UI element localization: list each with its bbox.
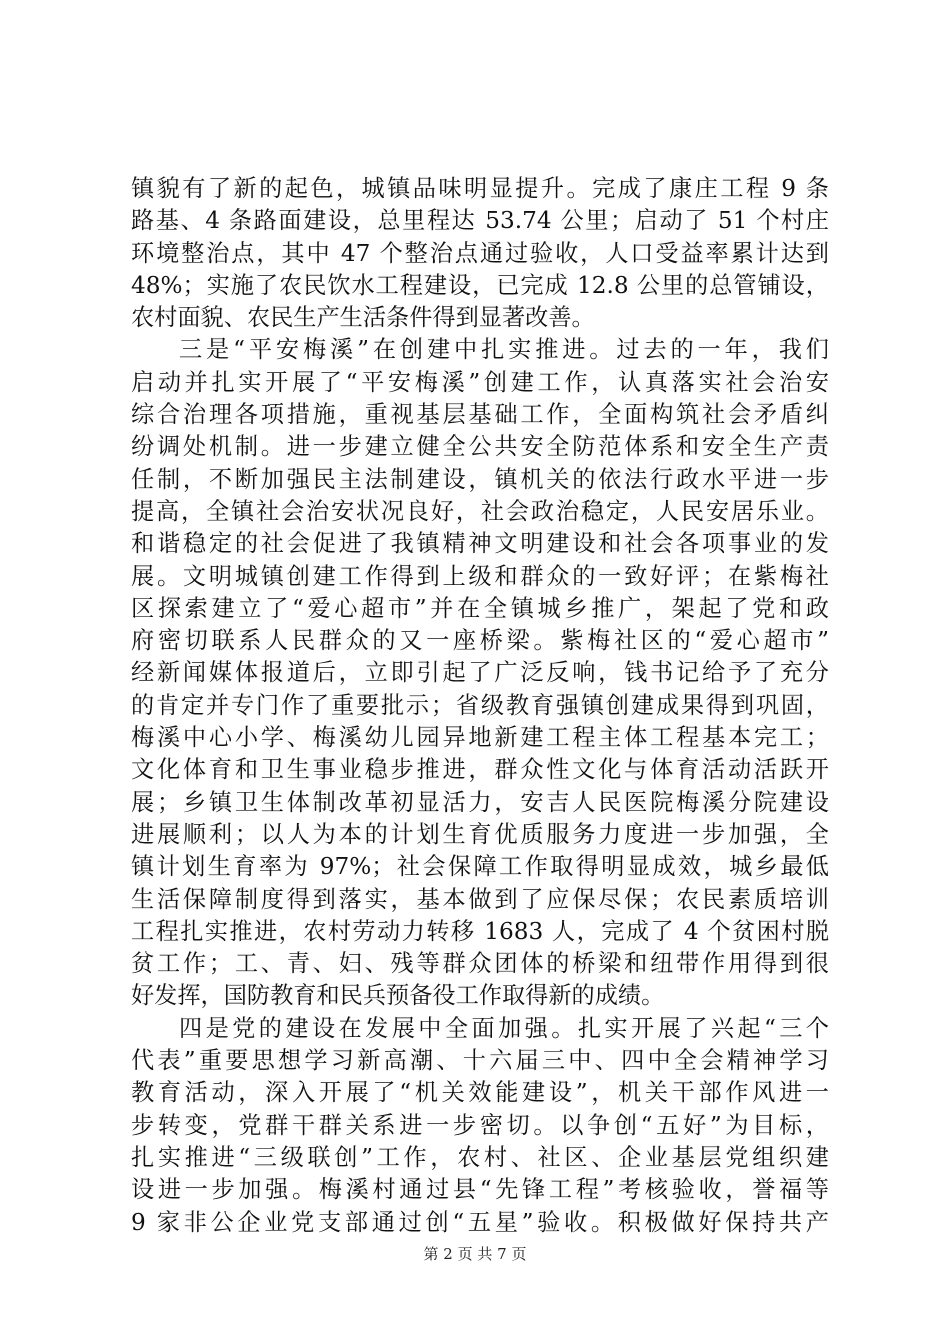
- text-line: 进展顺利；以人为本的计划生育优质服务力度进一步加强，全: [131, 820, 829, 848]
- text-line: 9 家非公企业党支部通过创“五星”验收。积极做好保持共产: [131, 1208, 829, 1236]
- text-line: 镇貌有了新的起色，城镇品味明显提升。完成了康庄工程 9 条: [131, 175, 829, 202]
- text-line: 府密切联系人民群众的又一座桥梁。紫梅社区的“爱心超市”: [131, 627, 829, 655]
- text-line: 综合治理各项措施，重视基层基础工作，全面构筑社会矛盾纠: [131, 401, 829, 429]
- text-line: 启动并扎实开展了“平安梅溪”创建工作，认真落实社会治安: [131, 368, 829, 396]
- text-line: 48%；实施了农民饮水工程建设，已完成 12.8 公里的总管铺设，: [131, 271, 829, 299]
- text-line: 生活保障制度得到落实，基本做到了应保尽保；农民素质培训: [131, 885, 829, 913]
- text-line: 纷调处机制。进一步建立健全公共安全防范体系和安全生产责: [131, 433, 829, 461]
- text-line: 环境整治点，其中 47 个整治点通过验收，人口受益率累计达到: [131, 239, 829, 267]
- text-line: 三是“平安梅溪”在创建中扎实推进。过去的一年，我们: [179, 336, 829, 364]
- text-line: 提高，全镇社会治安状况良好，社会政治稳定，人民安居乐业。: [131, 497, 829, 525]
- text-line: 展；乡镇卫生体制改革初显活力，安吉人民医院梅溪分院建设: [131, 788, 829, 816]
- text-line: 和谐稳定的社会促进了我镇精神文明建设和社会各项事业的发: [131, 530, 829, 558]
- text-line: 文化体育和卫生事业稳步推进，群众性文化与体育活动活跃开: [131, 756, 829, 784]
- text-line: 教育活动，深入开展了“机关效能建设”，机关干部作风进一: [131, 1079, 829, 1107]
- text-line: 设进一步加强。梅溪村通过县“先锋工程”考核验收，誉福等: [131, 1176, 829, 1204]
- text-line: 镇计划生育率为 97%；社会保障工作取得明显成效，城乡最低: [131, 853, 829, 881]
- text-line: 工程扎实推进，农村劳动力转移 1683 人，完成了 4 个贫困村脱: [131, 917, 829, 945]
- text-line: 农村面貌、农民生产生活条件得到显著改善。: [131, 304, 595, 332]
- text-line: 路基、4 条路面建设，总里程达 53.74 公里；启动了 51 个村庄: [131, 207, 829, 235]
- body-text: [131, 173, 829, 1239]
- text-line: 区探索建立了“爱心超市”并在全镇城乡推广，架起了党和政: [131, 594, 829, 622]
- text-line: 梅溪中心小学、梅溪幼儿园异地新建工程主体工程基本完工；: [131, 724, 829, 752]
- text-line: 好发挥，国防教育和民兵预备役工作取得新的成绩。: [131, 982, 665, 1010]
- text-line: 的肯定并专门作了重要批示；省级教育强镇创建成果得到巩固，: [131, 691, 829, 719]
- text-line: 任制，不断加强民主法制建设，镇机关的依法行政水平进一步: [131, 465, 829, 493]
- text-line: 贫工作；工、青、妇、残等群众团体的桥梁和纽带作用得到很: [131, 950, 829, 978]
- text-line: 四是党的建设在发展中全面加强。扎实开展了兴起“三个: [179, 1014, 829, 1042]
- text-line: 代表”重要思想学习新高潮、十六届三中、四中全会精神学习: [131, 1047, 829, 1075]
- text-line: 步转变，党群干群关系进一步密切。以争创“五好”为目标，: [131, 1111, 829, 1139]
- page-footer: 第 2 页 共 7 页: [423, 1245, 527, 1263]
- text-line: 经新闻媒体报道后，立即引起了广泛反响，钱书记给予了充分: [131, 659, 829, 687]
- text-line: 扎实推进“三级联创”工作，农村、社区、企业基层党组织建: [131, 1143, 829, 1171]
- text-line: 展。文明城镇创建工作得到上级和群众的一致好评；在紫梅社: [131, 562, 829, 590]
